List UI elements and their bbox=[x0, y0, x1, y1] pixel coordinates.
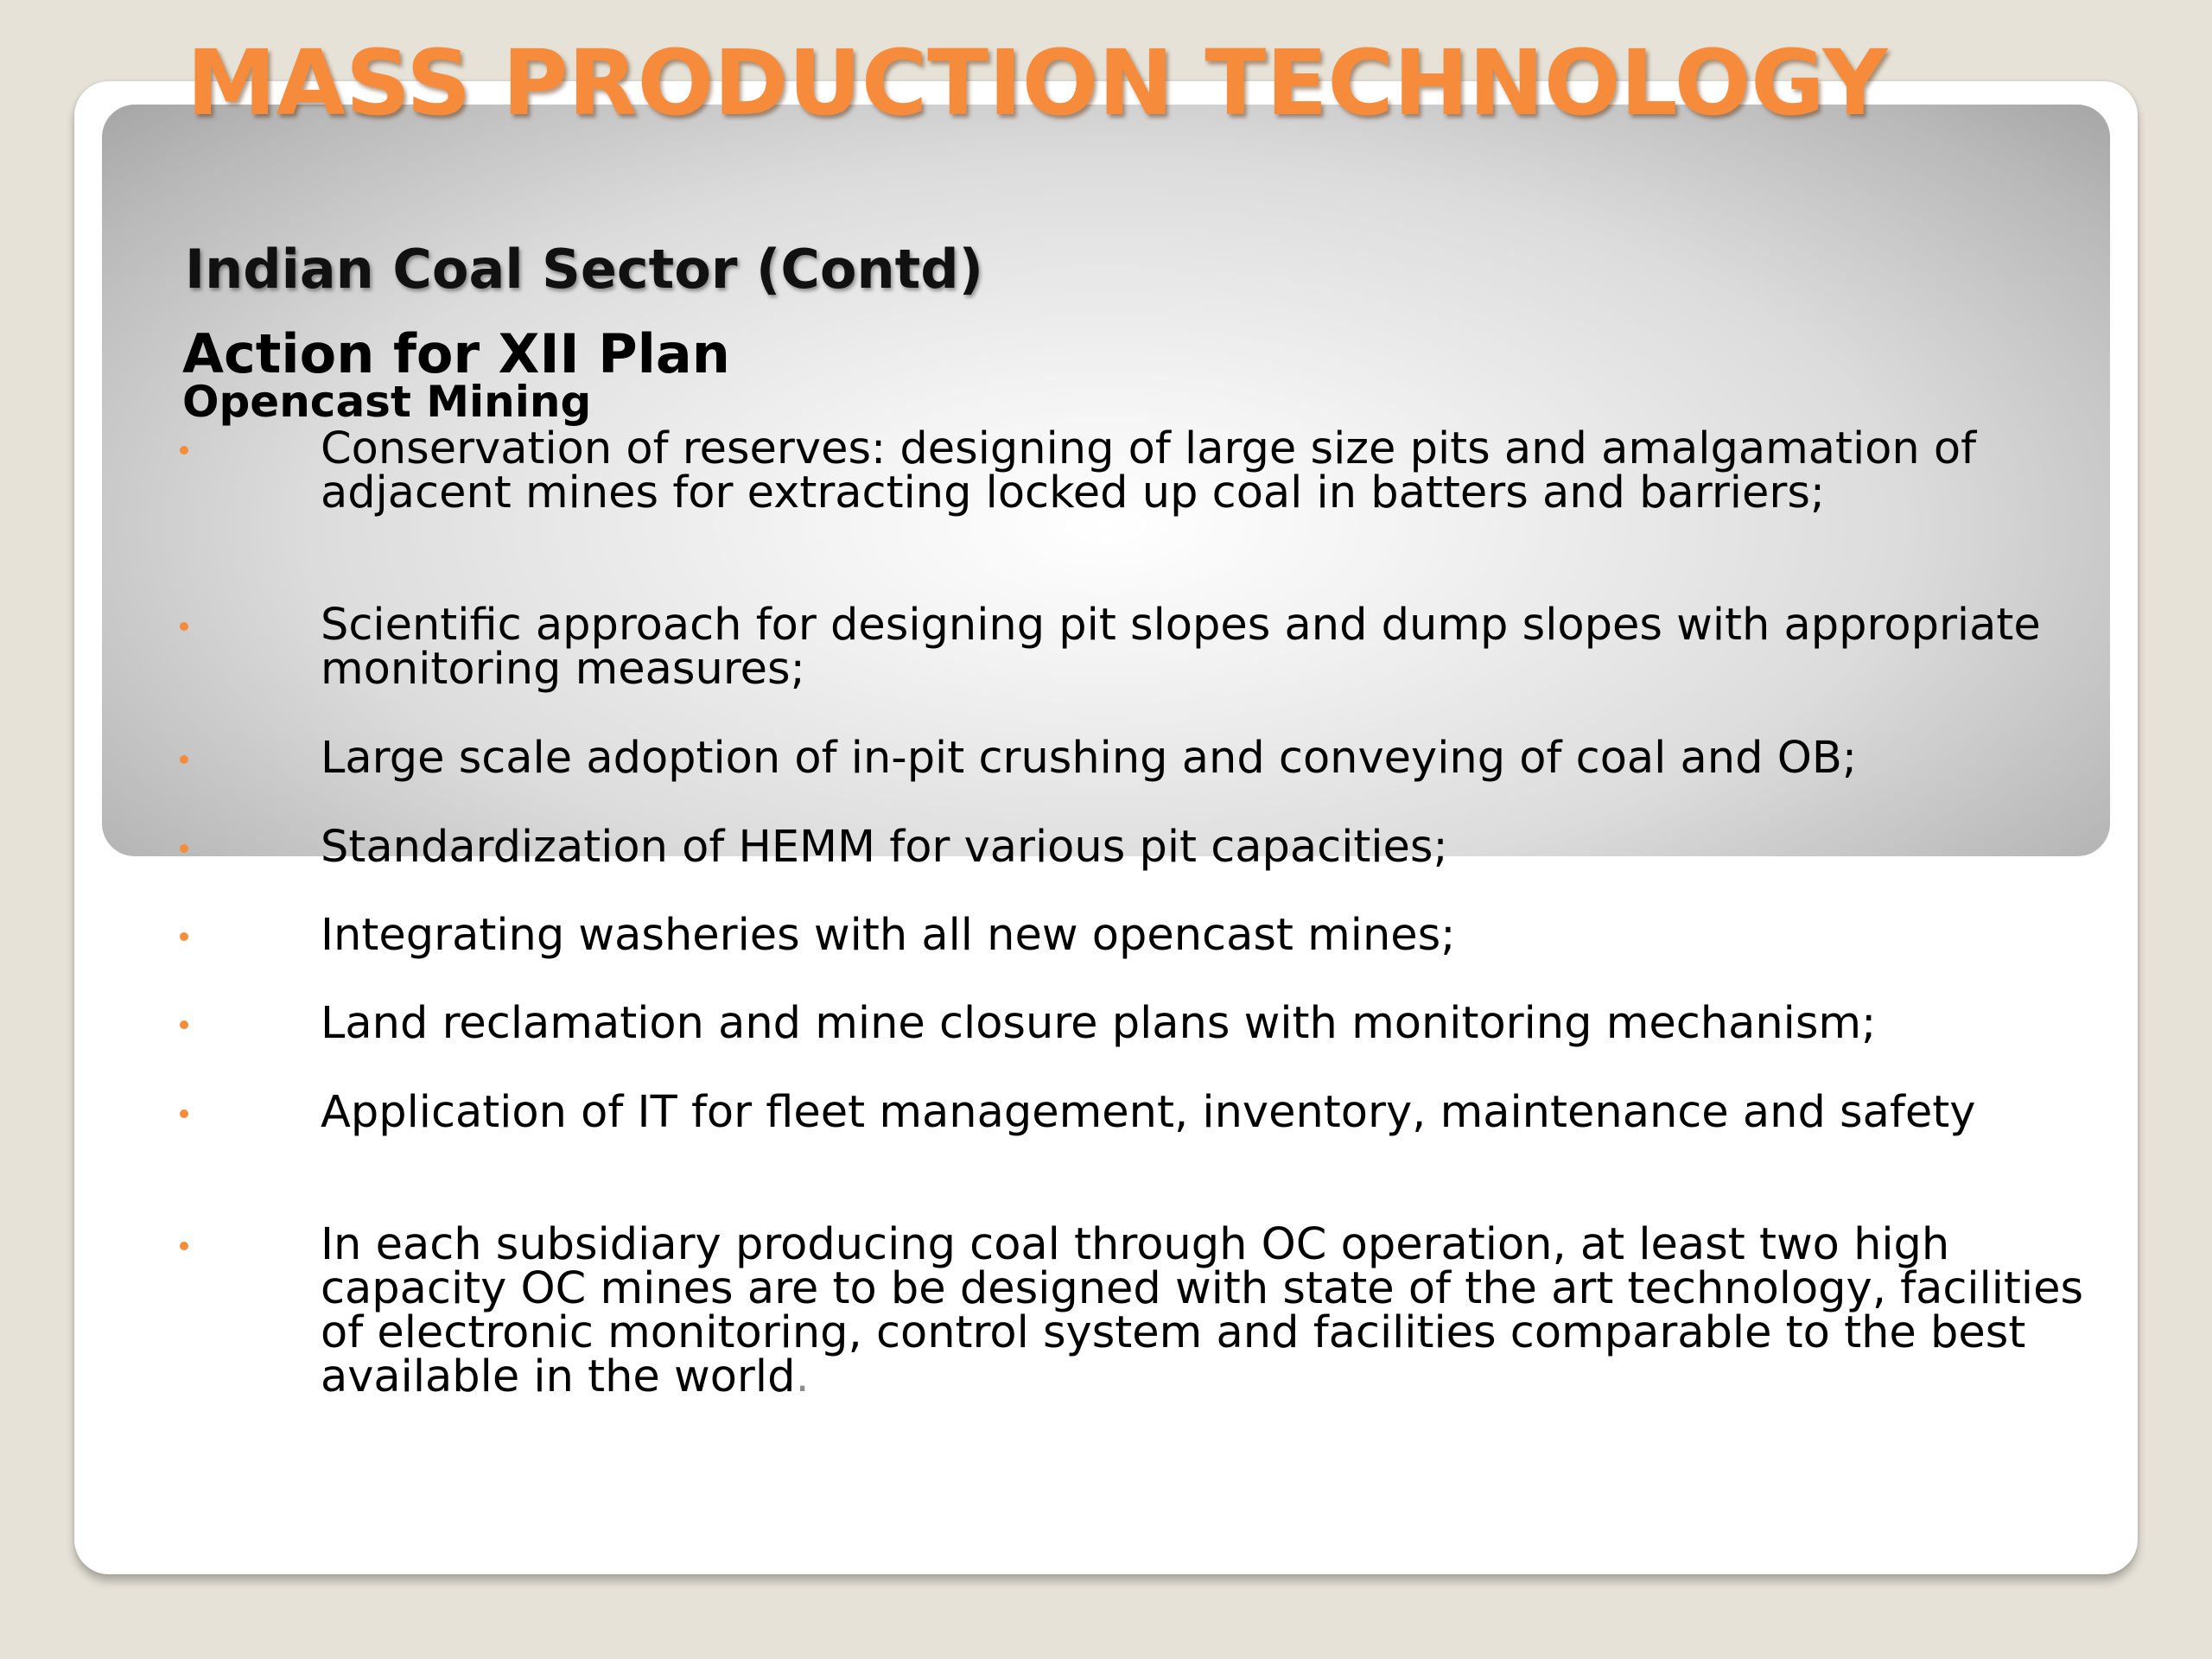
bullet-icon bbox=[180, 1242, 188, 1250]
bullet-text: Conservation of reserves: designing of large size pits and amalgamation of adjacent mines for extracting locked up coal in batters and barriers; bbox=[321, 423, 1977, 518]
bullet-text: Scientific approach for designing pit slopes and dump slopes with appropriate monitoring measures; bbox=[321, 600, 2041, 695]
bullet-text-body: In each subsidiary producing coal through OC operation, at least two high capacity OC mines are to be designed with state of the art technology, facilities of electronic monitoring, control system and facilities comparable to the best available in the world bbox=[321, 1219, 2084, 1402]
bullet-text: Application of IT for fleet management, inventory, maintenance and safety bbox=[321, 1087, 1976, 1138]
bullet-icon bbox=[180, 1109, 188, 1118]
bullet-icon bbox=[180, 446, 188, 454]
slide-title: MASS PRODUCTION TECHNOLOGY bbox=[187, 30, 1888, 136]
trailing-period: . bbox=[795, 1351, 810, 1402]
bullet-text: Land reclamation and mine closure plans with monitoring mechanism; bbox=[321, 998, 1877, 1049]
bullet-icon bbox=[180, 932, 188, 941]
bullet-text: Large scale adoption of in-pit crushing and conveying of coal and OB; bbox=[321, 733, 1858, 784]
section-heading: Action for XII Plan bbox=[182, 322, 730, 385]
bullet-icon bbox=[180, 622, 188, 631]
bullet-icon bbox=[180, 755, 188, 764]
bullet-text: Standardization of HEMM for various pit capacities; bbox=[321, 822, 1448, 873]
bullet-text-last bbox=[321, 1219, 2135, 1402]
bullet-text: Integrating washeries with all new opencast mines; bbox=[321, 910, 1456, 961]
bullet-icon bbox=[180, 844, 188, 853]
slide-subtitle: Indian Coal Sector (Contd) bbox=[185, 238, 983, 301]
section-subheading: Opencast Mining bbox=[182, 377, 592, 427]
bullet-icon bbox=[180, 1020, 188, 1029]
